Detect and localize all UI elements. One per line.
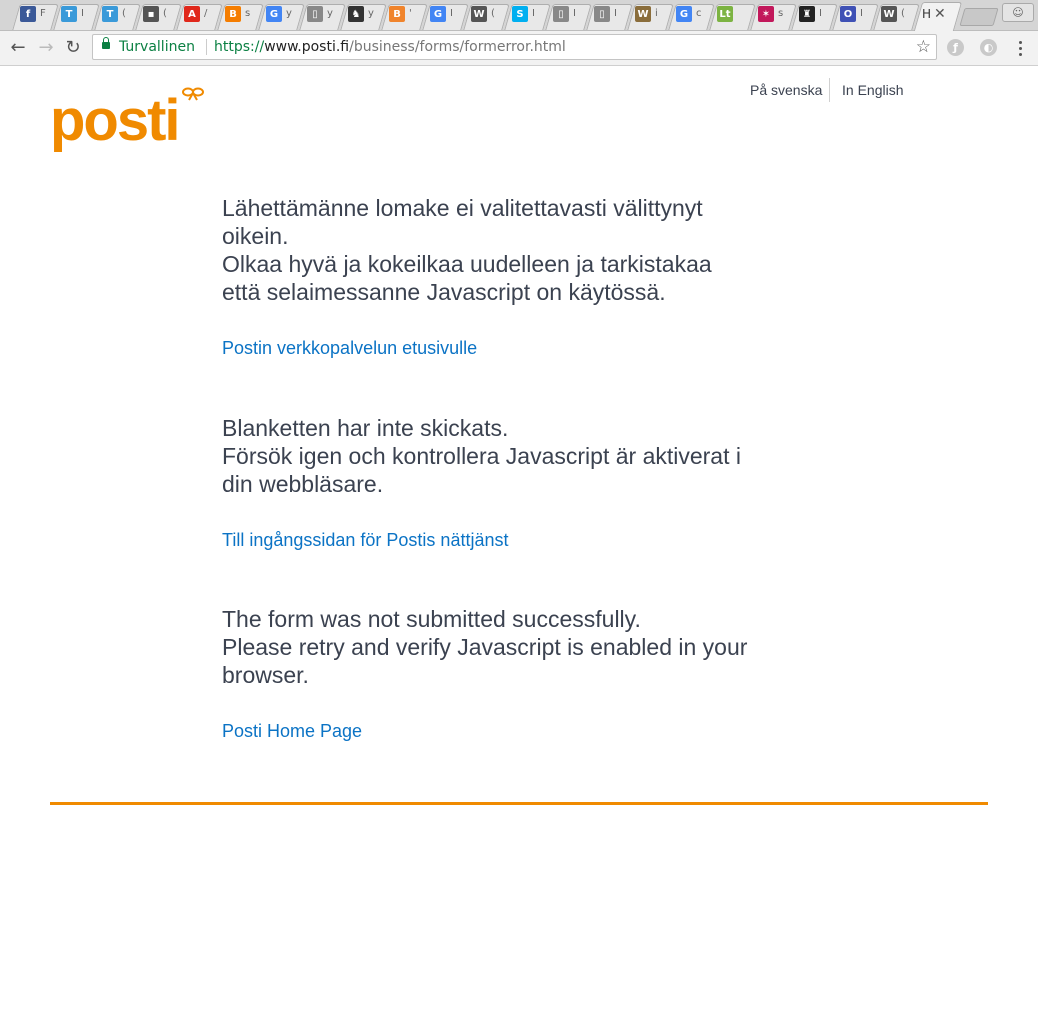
google-icon: G	[676, 6, 692, 22]
home-page-link-english[interactable]: Posti Home Page	[222, 721, 363, 741]
error-message	[222, 605, 747, 689]
browser-tab-strip	[0, 0, 1038, 31]
adobe-icon: A	[184, 6, 200, 22]
message-line: oikein.	[222, 223, 289, 249]
b-orange-icon: B	[389, 6, 405, 22]
home-page-link-swedish[interactable]: Till ingångssidan för Postis nättjänst	[222, 530, 509, 550]
browser-tab-label: I	[532, 8, 535, 19]
lock-icon	[102, 42, 110, 49]
error-message	[222, 194, 712, 306]
browser-toolbar	[0, 31, 1038, 66]
browser-tab-label: c	[696, 8, 702, 19]
message-line: Lähettämänne lomake ei valitettavasti välittynyt	[222, 195, 703, 221]
browser-tab-label: (	[901, 8, 905, 19]
browser-tab-label: y	[368, 8, 374, 19]
back-arrow-icon[interactable]: ←	[10, 36, 26, 58]
browser-tab-label: I	[573, 8, 576, 19]
browser-tab-label: I	[450, 8, 453, 19]
browser-tab-label: (	[163, 8, 167, 19]
profile-icon[interactable]: ☺	[1002, 3, 1034, 22]
message-line: The form was not submitted successfully.	[222, 606, 641, 632]
url-scheme: https://	[214, 39, 265, 55]
browser-tab-label: s	[245, 8, 251, 19]
message-line: Please retry and verify Javascript is enabled in your	[222, 634, 748, 660]
message-block-english	[222, 605, 747, 742]
message-line: browser.	[222, 662, 309, 688]
browser-tab-label: I	[81, 8, 84, 19]
browser-tab-label: y	[327, 8, 333, 19]
blogger-icon: B	[225, 6, 241, 22]
message-line: Försök igen och kontrollera Javascript är aktiverat i	[222, 443, 741, 469]
wikisource-icon: W	[635, 6, 651, 22]
bookmark-star-icon[interactable]: ☆	[915, 37, 931, 57]
tekstiviesti-icon: T	[61, 6, 77, 22]
posti-logo-text: posti	[50, 88, 179, 153]
browser-tab-label: y	[286, 8, 292, 19]
new-tab-button[interactable]	[959, 8, 998, 26]
document-icon: ▯	[553, 6, 569, 22]
message-line: Blanketten har inte skickats.	[222, 415, 509, 441]
lang-english-link[interactable]: In English	[842, 82, 904, 98]
footer-divider	[50, 802, 988, 805]
lang-divider	[829, 78, 830, 102]
inbox-icon: ▪	[143, 6, 159, 22]
message-block-swedish	[222, 414, 741, 551]
mascot-icon: ♜	[799, 6, 815, 22]
message-block-finnish	[222, 194, 712, 359]
google-icon: G	[266, 6, 282, 22]
address-bar[interactable]	[92, 34, 937, 60]
browser-tab-label: /	[204, 8, 208, 19]
tab-close-icon[interactable]: ✕	[934, 6, 946, 22]
browser-tab-label: I	[860, 8, 863, 19]
url-path: /business/forms/formerror.html	[349, 39, 566, 55]
browser-tab-label: (	[491, 8, 495, 19]
omnibox-divider	[206, 39, 207, 55]
figure-icon: ♞	[348, 6, 364, 22]
wikipedia-icon: W	[881, 6, 897, 22]
skype-icon: S	[512, 6, 528, 22]
message-line: Olkaa hyvä ja kokeilkaa uudelleen ja tarkistakaa	[222, 251, 712, 277]
google-icon: G	[430, 6, 446, 22]
tekstiviesti-icon: T	[102, 6, 118, 22]
message-line: että selaimessanne Javascript on käytössä.	[222, 279, 666, 305]
browser-tab-label: (	[122, 8, 126, 19]
logo-bow-icon	[183, 89, 203, 101]
browser-tab-label: F	[40, 8, 46, 19]
extension-icon[interactable]: ◐	[980, 39, 997, 56]
tab-active-label[interactable]: H	[922, 7, 932, 21]
document-icon: ▯	[594, 6, 610, 22]
browser-tab-label: s	[778, 8, 784, 19]
lang-swedish-link[interactable]: På svenska	[750, 82, 823, 98]
browser-tab-label: I	[614, 8, 617, 19]
browser-tab-label: '	[409, 8, 412, 19]
extension-icon[interactable]: ƒ	[947, 39, 964, 56]
lt-icon: Lt	[717, 6, 733, 22]
message-line: din webbläsare.	[222, 471, 384, 497]
bird-icon: ✶	[758, 6, 774, 22]
url-host: www.posti.fi	[264, 39, 350, 55]
facebook-icon: f	[20, 6, 36, 22]
browser-tab-label: i	[655, 8, 658, 19]
url-text[interactable]	[214, 39, 566, 55]
error-message	[222, 414, 741, 498]
wikipedia-icon: W	[471, 6, 487, 22]
browser-menu-icon[interactable]	[1013, 37, 1027, 59]
reload-icon[interactable]: ↻	[65, 36, 81, 58]
secure-label: Turvallinen	[119, 39, 195, 55]
home-page-link-finnish[interactable]: Postin verkkopalvelun etusivulle	[222, 338, 478, 358]
posti-logo[interactable]	[50, 84, 204, 158]
circle-o-icon: O	[840, 6, 856, 22]
document-icon: ▯	[307, 6, 323, 22]
browser-tab-label: I	[819, 8, 822, 19]
forward-arrow-icon[interactable]: →	[38, 36, 54, 58]
